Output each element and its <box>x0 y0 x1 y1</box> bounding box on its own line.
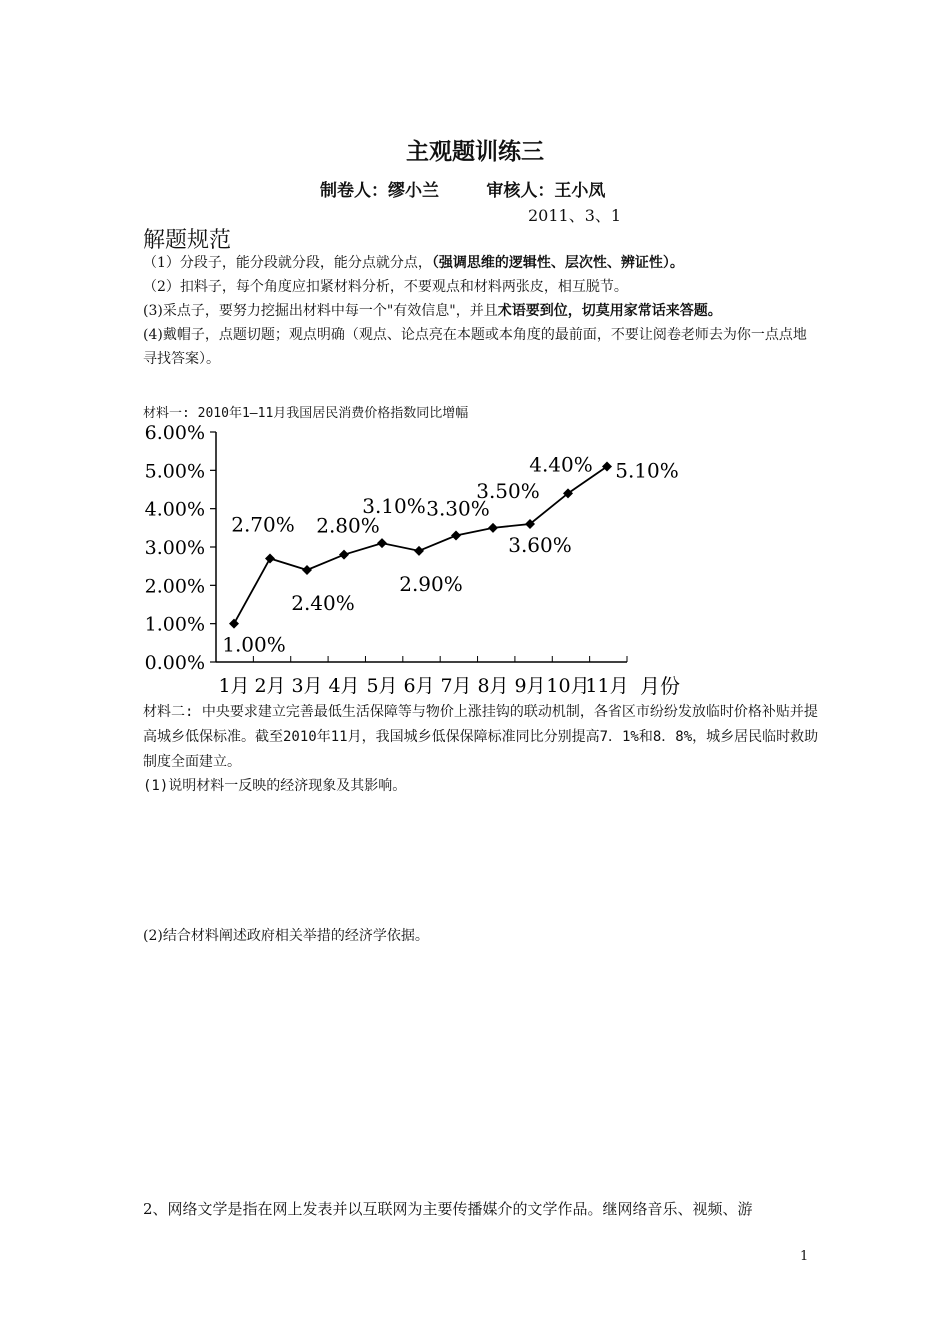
x-tick-label: 7月 <box>440 675 472 697</box>
data-label: 3.60% <box>508 533 572 557</box>
x-tick-label: 10月 <box>546 675 590 697</box>
y-tick-label: 0.00% <box>144 652 205 674</box>
x-tick-label: 6月 <box>403 675 435 697</box>
rule-3: (3)采点子，要努力挖掘出材料中每一个"有效信息"，并且术语要到位，切莫用家常话来答题。 <box>143 303 722 319</box>
y-tick-label: 3.00% <box>144 537 205 559</box>
data-label: 2.90% <box>399 571 463 596</box>
data-label: 4.40% <box>529 452 593 477</box>
data-point <box>451 531 461 541</box>
authors-line: 制卷人：缪小兰 审核人：王小凤 <box>320 181 606 201</box>
data-point <box>265 554 275 564</box>
x-axis-unit-label: 月份 <box>640 674 680 698</box>
x-tick-label: 4月 <box>328 675 360 697</box>
page-title: 主观题训练三 <box>406 139 544 165</box>
cpi-line-chart <box>130 418 710 698</box>
rule-2: （2）扣料子，每个角度应扣紧材料分析，不要观点和材料两张皮，相互脱节。 <box>143 279 628 295</box>
y-tick-label: 1.00% <box>144 613 205 636</box>
x-tick-label: 8月 <box>477 675 509 697</box>
data-label: 3.10% <box>362 494 426 519</box>
question-2: (2)结合材料阐述政府相关举措的经济学依据。 <box>143 928 429 944</box>
data-point <box>488 523 498 533</box>
data-label: 1.00% <box>222 632 286 657</box>
material2-text: 材料二: 中央要求建立完善最低生活保障等与物价上涨挂钩的联动机制，各省区市纷纷发放临时价格补贴并提高城乡低保标准。截至2010年11月，我国城乡低保保障标准同比分别提高7．1%和8．8%，城乡居民临时救助制度全面建立。 <box>143 704 819 770</box>
question-1: (1)说明材料一反映的经济现象及其影响。 <box>143 778 407 794</box>
rule-1: （1）分段子，能分段就分段，能分点就分点，（强调思维的逻辑性、层次性、辨证性）。 <box>143 255 684 271</box>
x-tick-label: 11月 <box>585 675 629 697</box>
page-number: 1 <box>800 1249 809 1264</box>
x-tick-label: 9月 <box>514 675 546 697</box>
y-tick-label: 2.00% <box>144 575 205 598</box>
x-tick-label: 2月 <box>254 675 286 697</box>
data-label: 3.50% <box>476 478 540 503</box>
x-tick-label: 3月 <box>291 675 323 697</box>
data-point <box>229 619 239 629</box>
data-point <box>377 538 387 548</box>
y-tick-label: 5.00% <box>144 460 205 483</box>
data-point <box>339 550 349 560</box>
data-label: 5.10% <box>615 458 679 483</box>
x-tick-label: 5月 <box>366 675 398 697</box>
paragraph-2: 2、网络文学是指在网上发表并以互联网为主要传播媒介的文学作品。继网络音乐、视频、游 <box>143 1200 753 1218</box>
x-tick-label: 1月 <box>218 675 250 697</box>
material1-caption: 材料一: 2010年1—11月我国居民消费价格指数同比增幅 <box>143 406 469 421</box>
y-tick-label: 4.00% <box>144 498 205 521</box>
section-heading: 解题规范 <box>143 228 232 253</box>
data-label: 2.80% <box>316 513 380 538</box>
data-label: 2.70% <box>231 512 295 537</box>
data-label: 2.40% <box>291 591 355 615</box>
y-tick-label: 6.00% <box>144 422 205 444</box>
data-point <box>302 565 312 575</box>
date: 2011、3、1 <box>528 206 622 225</box>
data-label: 3.30% <box>426 496 490 521</box>
data-point <box>414 546 424 556</box>
rule-4: (4)戴帽子，点题切题；观点明确（观点、论点亮在本题或本角度的最前面，不要让阅卷老师去为你一点点地寻找答案）。 <box>143 327 807 367</box>
